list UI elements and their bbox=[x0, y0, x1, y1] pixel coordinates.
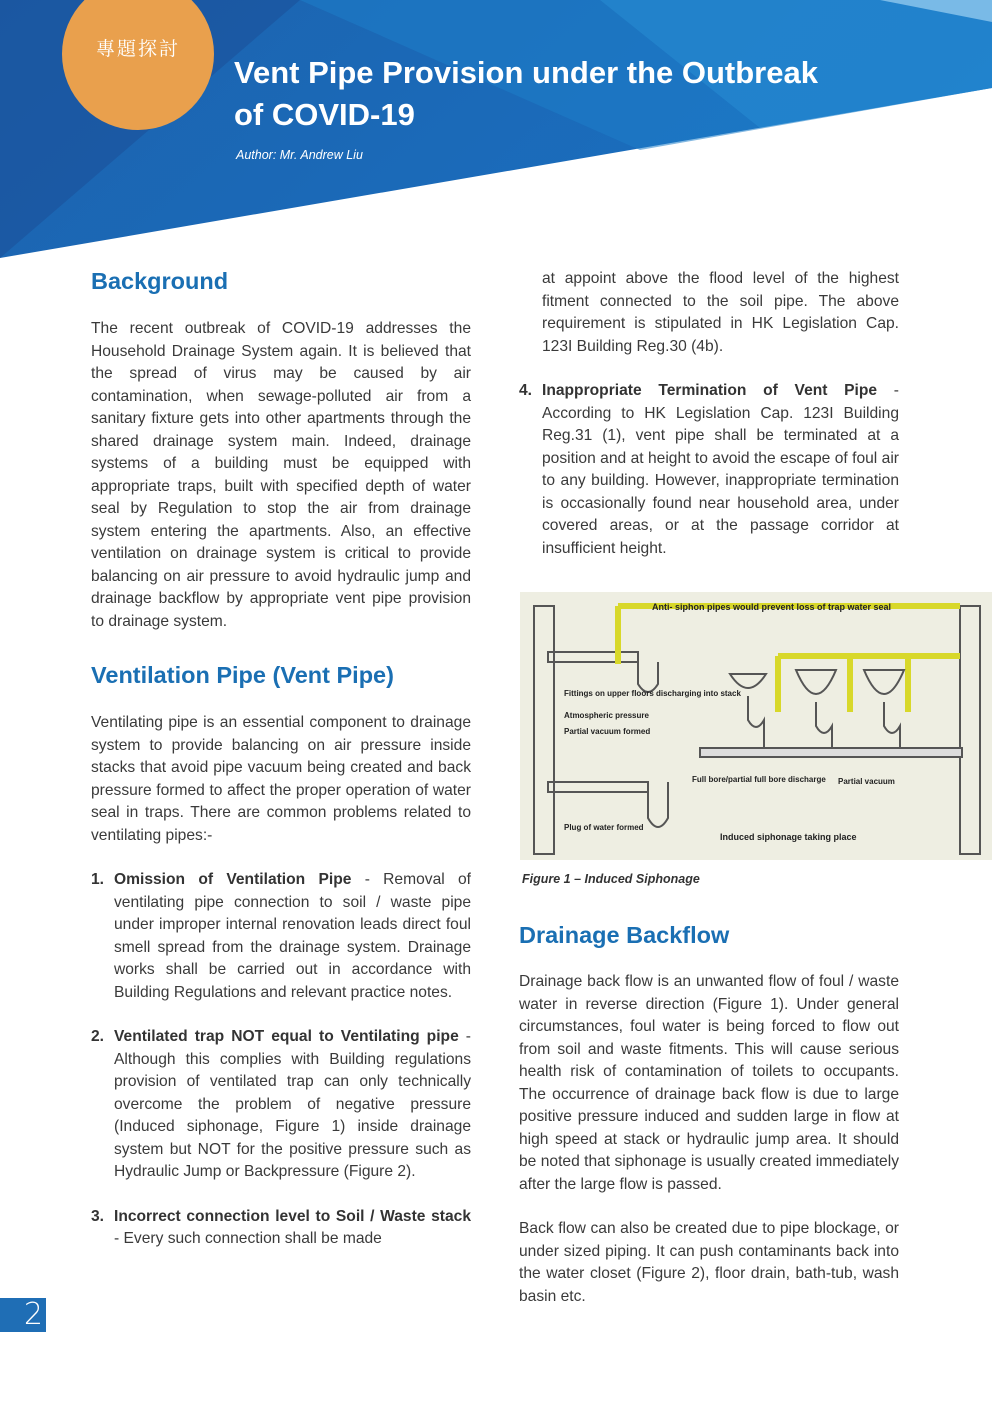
siphonage-diagram bbox=[520, 592, 992, 860]
list-item-text: - Every such connection shall be made bbox=[114, 1230, 382, 1247]
figure-label-antisiphon: Anti- siphon pipes would prevent loss of trap water seal bbox=[652, 602, 892, 612]
list-item bbox=[91, 1026, 471, 1184]
figure-label-plug: Plug of water formed bbox=[564, 823, 644, 832]
list-item bbox=[91, 869, 471, 1004]
figure-label-induced: Induced siphonage taking place bbox=[720, 832, 857, 842]
right-column bbox=[519, 268, 899, 1308]
list-item-text: - According to HK Legislation Cap. 123I Building Reg.31 (1), vent pipe shall be terminated at a position and at height to avoid the escape of foul air to any building. However, inappropriate termination is occasionally found near household area, under covered areas, or at the passage corridor at insufficient height. bbox=[542, 382, 899, 557]
article-title-line1: Vent Pipe Provision under the Outbreak bbox=[234, 55, 818, 90]
vent-pipe-paragraph: Ventilating pipe is an essential component to drainage system to provide balancing on air pressure inside stacks that avoid pipe vacuum being created and back pressure formed to affect the proper operation of water seal in traps. There are common problems related to ventilating pipes:- bbox=[91, 714, 471, 844]
figure-label-full-bore: Full bore/partial full bore discharge bbox=[692, 775, 826, 784]
article-title bbox=[234, 52, 934, 136]
background-paragraph: The recent outbreak of COVID-19 addresses the Household Drainage System again. It is believed that the spread of virus may be caused by air contamination, when sewage-polluted air from a sanitary fixture gets into other apartments through the shared drainage system main. Indeed, drainage systems of a building must be equipped with appropriate traps, built with specified depth of water seal by Regulation to stop the air from drainage system entering the apartments. Also, an effective ventilation on drainage system is critical to provide balancing on air pressure to avoid hydraulic jump and drainage backflow by appropriate vent pipe provision to drainage system. bbox=[91, 320, 471, 630]
list-item-number: 3. bbox=[91, 1207, 105, 1225]
vent-pipe-problem-list bbox=[91, 869, 471, 1251]
continued-list bbox=[519, 268, 899, 560]
list-item-title: Incorrect connection level to Soil / Waste stack bbox=[114, 1207, 471, 1225]
list-item-continued bbox=[519, 268, 899, 358]
list-item-text: - Although this complies with Building regulations provision of ventilated trap can only technically overcome the problem of negative pressure (Induced siphonage, Figure 1) inside drainage system but NOT for the positive pressure such as Hydraulic Jump or Backpressure (Figure 2). bbox=[114, 1028, 472, 1180]
figure-label-partial-vacuum: Partial vacuum bbox=[838, 777, 895, 786]
figure-label-partial-vacuum-formed: Partial vacuum formed bbox=[564, 727, 651, 736]
figure-caption: Figure 1 – Induced Siphonage bbox=[522, 872, 700, 886]
page-number: 2 bbox=[0, 1298, 46, 1332]
figure-induced-siphonage bbox=[520, 592, 992, 860]
list-item-number: 4. bbox=[519, 382, 533, 399]
article-title-line2: of COVID-19 bbox=[234, 97, 415, 132]
background-heading: Background bbox=[91, 268, 229, 294]
author-line: Author: Mr. Andrew Liu bbox=[236, 148, 363, 162]
left-column bbox=[91, 262, 471, 1251]
figure-label-fittings: Fittings on upper floors discharging into stack bbox=[564, 689, 741, 698]
list-item-number: 2. bbox=[91, 1028, 105, 1045]
list-item-title: Inappropriate Termination of Vent Pipe bbox=[542, 382, 878, 399]
list-item-number: 1. bbox=[91, 871, 105, 888]
list-item-text: - Removal of ventilating pipe connection to soil / waste pipe under improper internal renovation leads direct foul smell spread from the drainage system. Drainage works shall be carried out in accordance with Building Regulations and relevant practice notes. bbox=[114, 871, 471, 1001]
drainage-backflow-heading: Drainage Backflow bbox=[519, 922, 730, 948]
backflow-paragraph-1: Drainage back flow is an unwanted flow of foul / waste water in reverse direction (Figure 1). Under general circumstances, foul water is being forced to flow out from soil and waste fitments. This will cause serious health risk of contamination of toilets to occupants. The occurrence of drainage back flow is due to large positive pressure induced and sudden large in flow at high speed at stack or hydraulic jump area. It should be noted that siphonage is usually created immediately after the large flow is passed. bbox=[519, 973, 899, 1193]
list-item-title: Ventilated trap NOT equal to Ventilating pipe bbox=[114, 1028, 459, 1045]
vent-pipe-heading: Ventilation Pipe (Vent Pipe) bbox=[91, 662, 394, 688]
list-item-text: at appoint above the flood level of the highest fitment connected to the soil pipe. The above requirement is stipulated in HK Legislation Cap. 123I Building Reg.30 (4b). bbox=[542, 270, 899, 355]
list-item bbox=[91, 1206, 471, 1251]
list-item bbox=[519, 380, 899, 560]
figure-label-atmospheric: Atmospheric pressure bbox=[564, 711, 649, 720]
list-item-title: Omission of Ventilation Pipe bbox=[114, 871, 352, 888]
backflow-paragraph-2: Back flow can also be created due to pipe blockage, or under sized piping. It can push contaminants back into the water closet (Figure 2), floor drain, bath-tub, wash basin etc. bbox=[519, 1220, 899, 1305]
section-badge-label: 專題探討 bbox=[95, 38, 180, 60]
